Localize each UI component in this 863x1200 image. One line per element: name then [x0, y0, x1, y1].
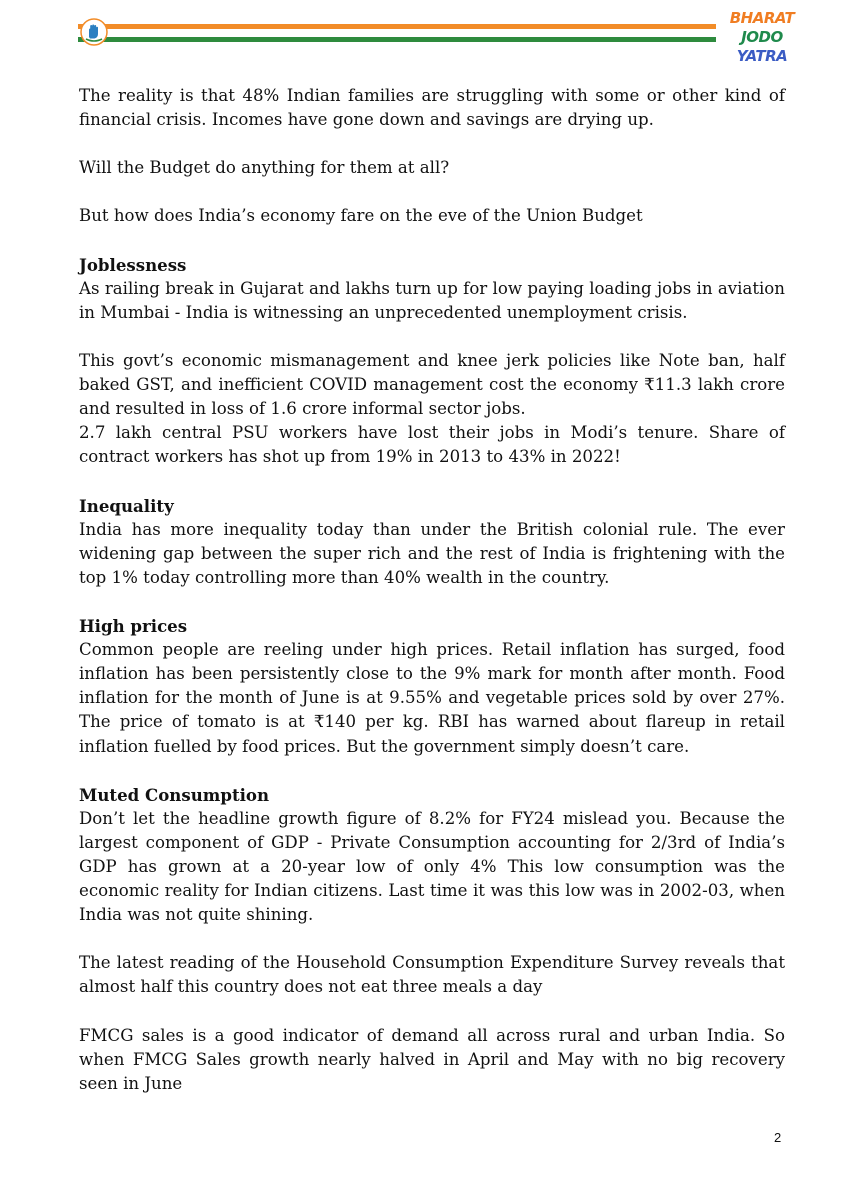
- intro-paragraph-2: Will the Budget do anything for them at all?: [79, 158, 450, 178]
- muted-consumption-paragraph-1: Don’t let the headline growth figure of 8.2% for FY24 mislead you. Because the largest component of GDP - Private Consumption accounting for 2/3rd of India’s GDP has grown at a 20-year low of only 4% This low consumption was the economic reality for Indian citizens. Last time it was this low was in 2002-03, when India was not quite shining.: [79, 808, 785, 925]
- muted-consumption-paragraph-3: FMCG sales is a good indicator of demand all across rural and urban India. So when FMCG Sales growth nearly halved in April and May with no big recovery seen in June: [79, 1025, 785, 1093]
- joblessness-paragraph-3: 2.7 lakh central PSU workers have lost their jobs in Modi’s tenure. Share of contract workers has shot up from 19% in 2013 to 43% in 2022!: [79, 423, 785, 467]
- page-number: 2: [774, 1130, 782, 1145]
- joblessness-heading: Joblessness: [79, 254, 187, 275]
- logo-line-bharat: BHARAT: [729, 9, 795, 27]
- congress-hand-icon: [80, 18, 108, 46]
- muted-consumption-heading: Muted Consumption: [79, 784, 270, 805]
- muted-consumption-paragraph-2: The latest reading of the Household Consumption Expenditure Survey reveals that almost half this country does not eat three meals a day: [79, 953, 785, 997]
- tricolor-header-stripes: [78, 22, 716, 44]
- high-prices-heading: High prices: [79, 616, 188, 637]
- document-body: [79, 84, 785, 1120]
- joblessness-paragraph-2: This govt’s economic mismanagement and knee jerk policies like Note ban, half baked GST, and inefficient COVID management cost the economy ₹11.3 lakh crore and resulted in loss of 1.6 crore informal sector jobs.: [79, 351, 785, 419]
- green-stripe: [78, 37, 716, 42]
- intro-paragraph-1: The reality is that 48% Indian families are struggling with some or other kind of financial crisis. Incomes have gone down and savings are drying up.: [79, 86, 785, 130]
- bharat-jodo-yatra-logo: [727, 8, 797, 70]
- logo-line-yatra: YATRA: [736, 47, 788, 65]
- orange-stripe: [78, 24, 716, 29]
- logo-line-jodo: JODO: [741, 28, 783, 46]
- joblessness-paragraph-1: As railing break in Gujarat and lakhs turn up for low paying loading jobs in aviation in Mumbai - India is witnessing an unprecedented unemployment crisis.: [79, 278, 785, 322]
- high-prices-paragraph-1: Common people are reeling under high prices. Retail inflation has surged, food inflation has been persistently close to the 9% mark for month after month. Food inflation for the month of June is at 9.55% and vegetable prices sold by over 27%. The price of tomato is at ₹140 per kg. RBI has warned about flareup in retail inflation fuelled by food prices. But the government simply doesn’t care.: [79, 640, 785, 756]
- intro-paragraph-3: But how does India’s economy fare on the eve of the Union Budget: [79, 206, 643, 226]
- white-stripe: [78, 30, 716, 35]
- inequality-heading: Inequality: [79, 495, 174, 516]
- inequality-paragraph-1: India has more inequality today than under the British colonial rule. The ever widening gap between the super rich and the rest of India is frightening with the top 1% today controlling more than 40% wealth in the country.: [79, 519, 785, 587]
